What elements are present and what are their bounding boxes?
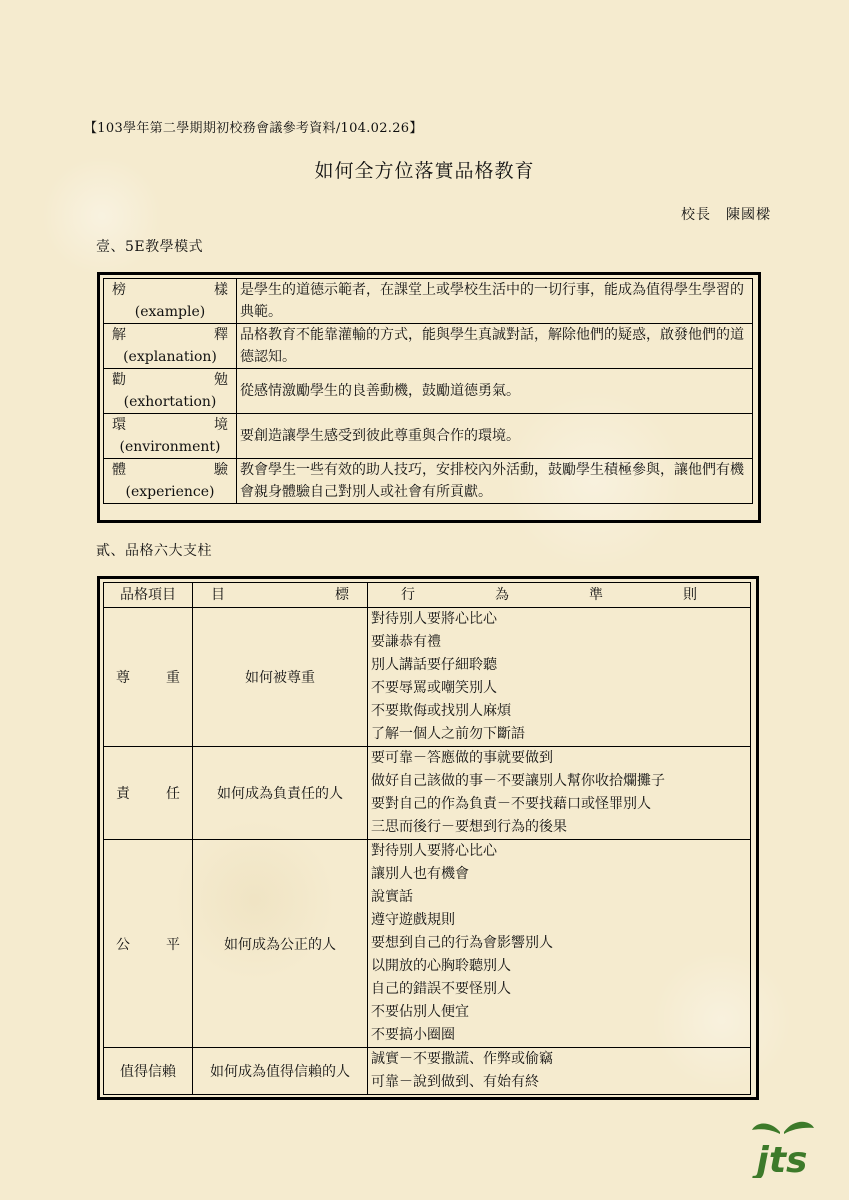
pillar-rules-cell <box>368 608 751 747</box>
term-cell <box>104 369 237 414</box>
table-header-row <box>104 583 751 608</box>
table-pillars <box>103 582 751 1095</box>
rule-line: 遵守遊戲規則 <box>371 912 455 928</box>
term-char: 榜 <box>112 282 126 298</box>
leaf-logo-icon <box>752 1122 814 1134</box>
table-row <box>104 324 753 369</box>
section-heading-5e: 壹、5E教學模式 <box>96 239 204 255</box>
table-row <box>104 369 753 414</box>
pillar-goal-cell: 如何成為公正的人 <box>193 840 368 1048</box>
header-goal-char: 標 <box>335 587 349 603</box>
rule-line: 讓別人也有機會 <box>371 866 469 882</box>
pillar-goal-cell: 如何被尊重 <box>193 608 368 747</box>
rule-line: 不要欺侮或找別人麻煩 <box>371 703 511 719</box>
item-text: 值得信賴 <box>120 1064 176 1080</box>
term-char: 解 <box>112 327 126 343</box>
term-cell <box>104 279 237 324</box>
term-char: 勸 <box>112 372 126 388</box>
table-row <box>104 747 751 840</box>
item-char: 重 <box>166 670 180 686</box>
term-char: 境 <box>214 417 228 433</box>
rule-line: 要謙恭有禮 <box>371 634 441 650</box>
logo-text: jts <box>756 1140 808 1178</box>
rule-line: 對待別人要將心比心 <box>371 611 497 627</box>
header-rules <box>368 583 751 608</box>
term-char: 樣 <box>214 282 228 298</box>
rule-line: 要對自己的作為負責－不要找藉口或怪罪別人 <box>371 796 651 812</box>
rule-line: 別人講話要仔細聆聽 <box>371 657 497 673</box>
rule-line: 做好自己該做的事－不要讓別人幫你收拾爛攤子 <box>371 773 665 789</box>
rule-line: 不要辱罵或嘲笑別人 <box>371 680 497 696</box>
rule-line: 不要搞小圈圈 <box>371 1027 455 1043</box>
item-char: 任 <box>166 786 180 802</box>
term-char: 釋 <box>214 327 228 343</box>
term-english: (explanation) <box>123 349 217 365</box>
header-rules-char: 行 <box>401 587 415 603</box>
description-cell: 教會學生一些有效的助人技巧，安排校內外活動，鼓勵學生積極參與，讓他們有機會親身體驗自己對別人或社會有所貢獻。 <box>237 459 753 504</box>
term-english: (experience) <box>125 484 215 500</box>
jts-logo <box>740 1118 824 1178</box>
pillar-rules-cell <box>368 747 751 840</box>
term-english: (environment) <box>119 439 221 455</box>
document-title: 如何全方位落實品格教育 <box>314 160 535 182</box>
term-char: 驗 <box>214 462 228 478</box>
table-row <box>104 1048 751 1095</box>
rule-line: 了解一個人之前勿下斷語 <box>371 726 525 742</box>
rule-line: 三思而後行－要想到行為的後果 <box>371 819 567 835</box>
item-char: 責 <box>116 786 130 802</box>
term-char: 勉 <box>214 372 228 388</box>
table-row <box>104 459 753 504</box>
header-item: 品格項目 <box>104 583 193 608</box>
pillar-item-cell <box>104 747 193 840</box>
term-cell <box>104 414 237 459</box>
table-pillars-frame <box>97 576 759 1100</box>
item-char: 平 <box>166 936 180 953</box>
description-cell: 是學生的道德示範者，在課堂上或學校生活中的一切行事，能成為值得學生學習的典範。 <box>237 279 753 324</box>
rule-line: 可靠－說到做到、有始有終 <box>371 1074 539 1090</box>
rule-line: 要想到自己的行為會影響別人 <box>371 935 553 951</box>
description-cell: 品格教育不能靠灌輸的方式，能與學生真誠對話，解除他們的疑惑，啟發他們的道德認知。 <box>237 324 753 369</box>
term-char: 環 <box>112 417 126 433</box>
rule-line: 以開放的心胸聆聽別人 <box>371 958 511 974</box>
rule-line: 不要佔別人便宜 <box>371 1004 469 1020</box>
section-heading-pillars: 貳、品格六大支柱 <box>96 543 212 559</box>
term-char: 體 <box>112 462 126 478</box>
rule-line: 說實話 <box>371 889 413 905</box>
description-cell: 要創造讓學生感受到彼此尊重與合作的環境。 <box>237 414 753 459</box>
rule-line: 自己的錯誤不要怪別人 <box>371 981 511 997</box>
pillar-item-cell <box>104 1048 193 1095</box>
term-english: (exhortation) <box>123 394 217 410</box>
pillar-item-cell <box>104 608 193 747</box>
document-header: 【103學年第二學期期初校務會議參考資料/104.02.26】 <box>84 121 423 136</box>
pillar-goal-cell: 如何成為值得信賴的人 <box>193 1048 368 1095</box>
table-5e <box>103 278 753 504</box>
term-cell <box>104 459 237 504</box>
document-author: 校長 陳國樑 <box>681 207 771 223</box>
header-goal <box>193 583 368 608</box>
table-row <box>104 414 753 459</box>
header-rules-char: 準 <box>589 587 603 603</box>
pillar-rules-cell <box>368 840 751 1048</box>
table-row <box>104 840 751 1048</box>
item-char: 尊 <box>116 670 130 686</box>
description-cell: 從感情激勵學生的良善動機，鼓勵道德勇氣。 <box>237 369 753 414</box>
pillar-item-cell <box>104 840 193 1048</box>
header-rules-char: 則 <box>683 587 697 603</box>
term-english: (example) <box>134 304 206 320</box>
rule-line: 對待別人要將心比心 <box>371 843 497 859</box>
rule-line: 要可靠－答應做的事就要做到 <box>371 750 553 766</box>
table-5e-frame <box>97 272 761 523</box>
table-row <box>104 279 753 324</box>
pillar-rules-cell <box>368 1048 751 1095</box>
rule-line: 誠實－不要撒謊、作弊或偷竊 <box>371 1051 553 1067</box>
header-goal-char: 目 <box>211 587 225 603</box>
table-row <box>104 608 751 747</box>
header-rules-char: 為 <box>495 587 509 603</box>
term-cell <box>104 324 237 369</box>
item-char: 公 <box>116 936 130 953</box>
pillar-goal-cell: 如何成為負責任的人 <box>193 747 368 840</box>
